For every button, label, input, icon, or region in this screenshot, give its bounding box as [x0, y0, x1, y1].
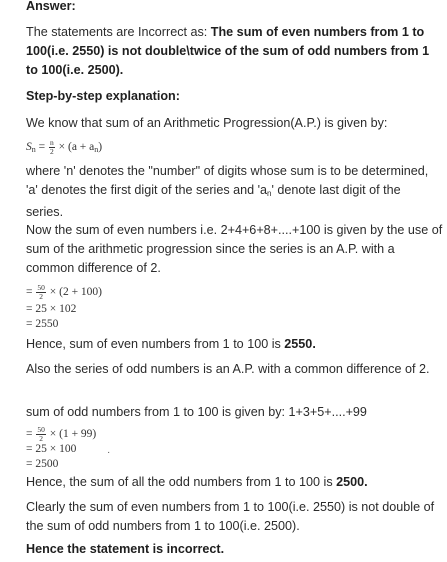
odd-intro: Also the series of odd numbers is an A.P. with a common difference of 2.	[26, 362, 430, 376]
known-text: We know that sum of an Arithmetic Progression(A.P.) is given by:	[26, 116, 388, 130]
odd-calc-line-1	[26, 426, 96, 443]
where-sub: n	[267, 189, 272, 198]
even-calc-eq: =	[26, 286, 36, 299]
odd-frac-num: 50	[37, 425, 45, 434]
formula-rest-sub: n	[94, 145, 99, 155]
intro-plain-text: The statements are Incorrect as:	[26, 25, 211, 39]
formula-rest: × (a + a	[55, 141, 95, 154]
answer-heading: Answer:	[26, 0, 76, 13]
formula-fraction	[49, 139, 55, 156]
formula-lhs: S	[26, 141, 32, 154]
even-calc-rest: × (2 + 100)	[46, 286, 103, 299]
formula-frac-num: n	[50, 138, 54, 147]
even-calc-line-1	[26, 284, 102, 301]
where-paragraph	[26, 162, 441, 222]
formula-eq: =	[35, 141, 48, 154]
even-intro: Now the sum of even numbers i.e. 2+4+6+8+....+100 is given by the use of sum of the arithmetic progression since the series is an A.P. with a common difference of 2.	[26, 223, 443, 275]
even-result-value: 2550.	[284, 337, 316, 351]
intro-bold-text: The sum of even numbers from 1 to 100(i.e. 2550) is not double\twice of the sum of odd numbers from 1 to 100(i.e. 2500).	[26, 25, 430, 77]
odd-result	[26, 473, 441, 492]
formula-lhs-sub: n	[31, 145, 36, 155]
where-text: where 'n' denotes the "number" of digits whose sum is to be determined, 'a' denotes the first digit of the series and 'a	[26, 164, 429, 197]
odd-calc-line-2: = 25 × 100	[26, 443, 77, 455]
odd-given: sum of odd numbers from 1 to 100 is given by: 1+3+5+....+99	[26, 405, 367, 419]
odd-calc-line-3: = 2500	[26, 458, 59, 470]
odd-result-text: Hence, the sum of all the odd numbers from 1 to 100 is	[26, 475, 337, 489]
intro-paragraph	[26, 23, 441, 80]
even-calc-fraction	[36, 284, 46, 301]
even-frac-den: 2	[39, 292, 43, 301]
formula-rest-post: )	[98, 141, 103, 154]
odd-calc-rest: × (1 + 99)	[46, 428, 97, 441]
sum-formula	[26, 139, 102, 156]
even-result-text: Hence, sum of even numbers from 1 to 100 is	[26, 337, 285, 351]
formula-frac-den: 2	[50, 147, 54, 156]
even-frac-num: 50	[37, 283, 45, 292]
odd-calc-fraction	[36, 426, 46, 443]
even-calc-line-2: = 25 × 102	[26, 303, 77, 315]
odd-result-value: 2500.	[336, 475, 368, 489]
clearly-paragraph: Clearly the sum of even numbers from 1 to 100(i.e. 2550) is not double of the sum of odd numbers from 1 to 100(i.e. 2500).	[26, 500, 435, 533]
even-result	[26, 335, 441, 354]
step-heading: Step-by-step explanation:	[26, 89, 180, 103]
odd-frac-den: 2	[39, 434, 43, 443]
odd-calc-eq: =	[26, 428, 36, 441]
where-text-end: ' denote last digit of the series.	[26, 183, 401, 219]
stray-dot: ·	[107, 447, 111, 458]
conclusion: Hence the statement is incorrect.	[26, 542, 225, 556]
even-calc-line-3: = 2550	[26, 318, 59, 330]
